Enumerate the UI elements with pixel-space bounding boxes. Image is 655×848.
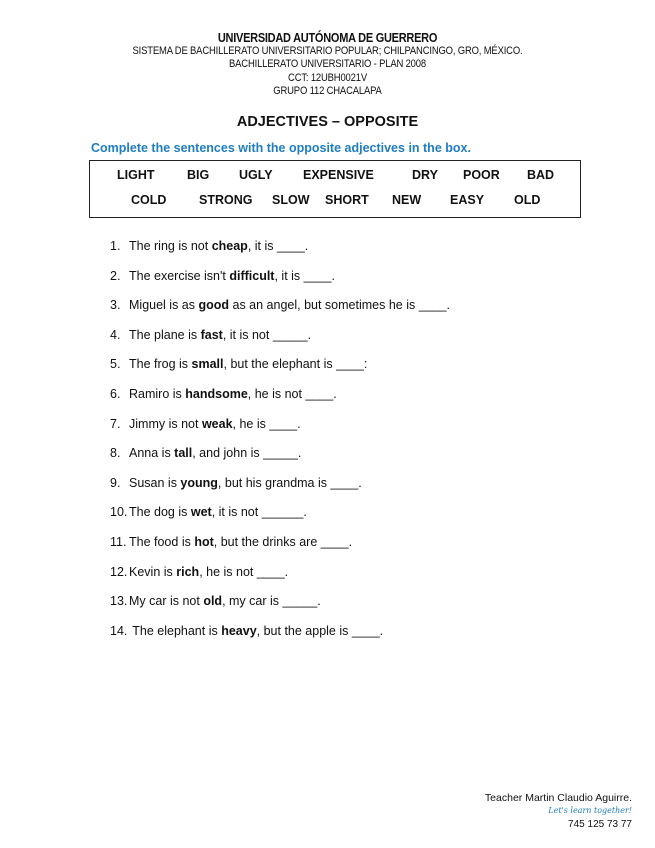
phone-number: 745 125 73 77 [568,819,632,830]
header-cct: CCT: 12UBH0021V [288,71,367,84]
word-box-item: OLD [514,193,541,207]
sentence-text-start: The food is [129,535,195,549]
sentence-text-end: , but the elephant is ____: [223,357,368,372]
word-box-item: COLD [131,193,167,207]
sentence-item [110,357,367,371]
sentence-text-end: , it is not _____. [222,327,312,342]
sentence-text-start: Kevin is [129,564,177,579]
sentence-item [110,446,301,460]
instruction: Complete the sentences with the opposite adjectives in the box. [91,141,471,155]
header-university: UNIVERSIDAD AUTÓNOMA DE GUERRERO [217,31,438,45]
sentence-text-end: as an angel, but sometimes he is ____. [229,298,450,313]
sentence-number: 14. [110,623,128,638]
sentence-number: 13. [110,594,128,609]
sentence-item [110,387,337,401]
sentence-text-start: Susan is [129,475,181,490]
sentence-item [110,298,450,312]
sentence-item [110,505,307,519]
sentence-text-end: , he is not ____. [247,387,337,401]
adjective-keyword: cheap [211,239,248,253]
sentence-item [110,239,308,253]
word-box-item: SLOW [272,193,310,207]
sentence-text-end: , but the drinks are ____. [213,535,353,549]
word-box-item: UGLY [239,168,273,182]
word-box [89,160,581,218]
adjective-keyword: wet [190,505,212,520]
sentence-text-start: The plane is [129,327,201,342]
sentence-text-end: , it is not ______. [211,505,307,520]
sentence-text-start: The frog is [129,357,192,372]
sentence-item [110,565,288,579]
header-group: GRUPO 112 CHACALAPA [273,85,382,98]
sentence-item [110,535,352,549]
sentence-text-start: The exercise isn't [129,268,230,283]
adjective-keyword: hot [194,535,214,549]
sentence-text-end: , it is ____. [247,239,309,253]
sentence-text-start: Jimmy is not [129,416,202,431]
sentence-text-start: The dog is [129,505,191,520]
word-box-item: DRY [412,168,438,182]
sentence-number: 6. [110,387,121,401]
sentence-text-end: , it is ____. [274,268,335,283]
adjective-keyword: old [203,594,223,609]
adjective-keyword: good [198,298,230,313]
header-system: SISTEMA DE BACHILLERATO UNIVERSITARIO POPULAR; CHILPANCINGO, GRO, MÉXICO. [132,45,523,57]
sentence-number: 8. [110,446,121,461]
sentence-number: 3. [110,298,121,313]
word-box-item: BAD [527,168,555,182]
adjective-keyword: heavy [221,623,257,638]
sentence-text-end: , he is ____. [232,416,301,431]
sentence-item [110,269,335,283]
sentence-item [110,417,301,431]
word-box-item: STRONG [199,193,253,207]
sentence-text-end: , and john is _____. [192,446,302,461]
sentence-number: 1. [110,239,121,253]
sentence-item [110,624,383,638]
sentence-number: 11. [110,535,127,549]
sentence-item [110,476,362,490]
word-box-item: EXPENSIVE [303,168,374,182]
school-header [0,31,655,99]
sentence-number: 10. [110,505,128,520]
sentence-number: 9. [110,475,121,490]
sentence-text-end: , my car is _____. [222,594,321,609]
sentence-text-start: Ramiro is [129,387,186,401]
word-box-item: EASY [450,193,485,207]
sentence-number: 5. [110,357,121,372]
word-box-item: BIG [187,168,210,182]
adjective-keyword: young [180,475,218,490]
sentence-number: 2. [110,268,121,283]
sentence-number: 7. [110,416,121,431]
sentence-text-start: The ring is not [129,239,212,253]
adjective-keyword: small [191,357,224,372]
sentence-text-start: The elephant is [129,623,222,638]
sentence-item [110,594,321,608]
sentence-text-start: Anna is [129,446,175,461]
adjective-keyword: rich [176,564,200,579]
word-box-item: SHORT [325,193,369,207]
sentence-number: 4. [110,327,121,342]
word-box-item: NEW [392,193,422,207]
motto: Let's learn together! [548,806,632,815]
adjective-keyword: tall [174,446,193,461]
teacher-name: Teacher Martin Claudio Aguirre. [484,792,632,804]
adjective-keyword: fast [200,327,223,342]
sentence-text-start: My car is not [129,594,204,609]
adjective-keyword: difficult [229,268,275,283]
worksheet-title: ADJECTIVES – OPPOSITE [236,114,419,130]
adjective-keyword: handsome [185,387,248,401]
sentence-text-end: , but the apple is ____. [256,623,384,638]
sentence-text-end: , he is not ____. [199,564,289,579]
sentence-item [110,328,311,342]
header-plan: BACHILLERATO UNIVERSITARIO - PLAN 2008 [229,58,426,71]
sentence-text-end: , but his grandma is ____. [217,475,362,490]
word-box-item: LIGHT [117,168,155,182]
word-box-item: POOR [463,168,500,182]
adjective-keyword: weak [201,416,233,431]
sentence-text-start: Miguel is as [129,298,199,313]
sentence-number: 12. [110,564,128,579]
